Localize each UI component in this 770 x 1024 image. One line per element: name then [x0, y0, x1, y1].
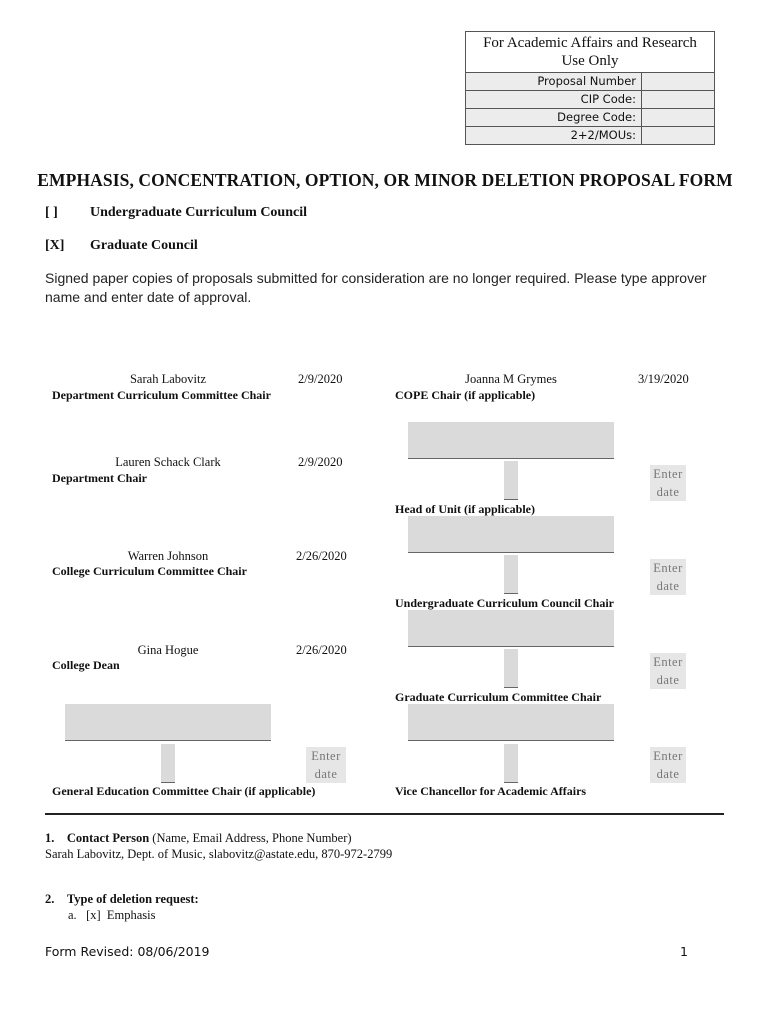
- emphasis-checkbox[interactable]: [x]: [86, 908, 101, 922]
- role-label: Undergraduate Curriculum Council Chair: [395, 596, 614, 610]
- section-divider: [45, 813, 724, 815]
- section-type-heading: [45, 892, 199, 907]
- council-label: Undergraduate Curriculum Council: [90, 205, 307, 220]
- office-use-header: For Academic Affairs and Research Use Only: [466, 32, 714, 73]
- signer-name[interactable]: Sarah Labovitz: [129, 372, 206, 386]
- enter-date-line2: date: [314, 767, 338, 781]
- deletion-type-option[interactable]: [68, 908, 156, 923]
- role-label: Vice Chancellor for Academic Affairs: [395, 784, 587, 798]
- office-row-label: 2+2/MOUs:: [466, 127, 642, 144]
- office-row-degree-code: [466, 109, 714, 127]
- role-label: Department Curriculum Committee Chair: [52, 388, 271, 402]
- checkbox-undergraduate[interactable]: [ ]: [45, 205, 58, 220]
- proposal-number-field[interactable]: [642, 73, 714, 90]
- role-label: General Education Committee Chair (if applicable): [52, 784, 316, 798]
- office-row-proposal-number: [466, 73, 714, 91]
- date-stub[interactable]: [504, 744, 518, 783]
- cip-code-field[interactable]: [642, 91, 714, 108]
- date-stub[interactable]: [161, 744, 175, 783]
- enter-date-line1: Enter: [653, 655, 683, 669]
- role-label: COPE Chair (if applicable): [395, 388, 536, 402]
- enter-date-button[interactable]: [650, 747, 686, 783]
- page-number: 1: [680, 944, 688, 959]
- checkbox-graduate[interactable]: [X]: [45, 238, 65, 253]
- enter-date-button[interactable]: [650, 653, 686, 689]
- section-contact-heading: [45, 831, 352, 846]
- signature-field[interactable]: [408, 610, 614, 647]
- option-letter: a.: [68, 908, 77, 922]
- office-row-cip-code: [466, 91, 714, 109]
- signature-field[interactable]: [408, 516, 614, 553]
- office-row-label: CIP Code:: [466, 91, 642, 108]
- section-number: 2.: [45, 892, 55, 906]
- date-stub[interactable]: [504, 461, 518, 500]
- enter-date-line1: Enter: [653, 561, 683, 575]
- enter-date-line2: date: [656, 673, 680, 687]
- mous-field[interactable]: [642, 127, 714, 144]
- enter-date-line2: date: [656, 579, 680, 593]
- enter-date-line1: Enter: [653, 749, 683, 763]
- degree-code-field[interactable]: [642, 109, 714, 126]
- role-label: Graduate Curriculum Committee Chair: [395, 690, 602, 704]
- signer-name[interactable]: Joanna M Grymes: [465, 372, 557, 386]
- role-label: College Curriculum Committee Chair: [52, 564, 247, 578]
- signer-date[interactable]: 2/9/2020: [298, 372, 343, 386]
- enter-date-button[interactable]: [306, 747, 346, 783]
- enter-date-button[interactable]: [650, 465, 686, 501]
- enter-date-button[interactable]: [650, 559, 686, 595]
- office-row-label: Degree Code:: [466, 109, 642, 126]
- signer-date[interactable]: 2/26/2020: [296, 643, 347, 657]
- signer-name[interactable]: Warren Johnson: [127, 549, 209, 563]
- enter-date-line1: Enter: [311, 749, 341, 763]
- signer-date[interactable]: 2/26/2020: [296, 549, 347, 563]
- signer-name[interactable]: Lauren Schack Clark: [115, 455, 221, 469]
- council-option-undergraduate[interactable]: [45, 205, 307, 221]
- signer-name[interactable]: Gina Hogue: [137, 643, 199, 657]
- form-revised-label: Form Revised: 08/06/2019: [45, 944, 210, 959]
- contact-person-value[interactable]: Sarah Labovitz, Dept. of Music, slabovitz@astate.edu, 870-972-2799: [45, 847, 393, 861]
- signature-field[interactable]: [408, 422, 614, 459]
- council-option-graduate[interactable]: [45, 238, 198, 254]
- signer-date[interactable]: 3/19/2020: [638, 372, 689, 386]
- signature-field[interactable]: [408, 704, 614, 741]
- office-use-table: [465, 31, 715, 145]
- option-label: Emphasis: [106, 908, 156, 922]
- form-title: EMPHASIS, CONCENTRATION, OPTION, OR MINOR DELETION PROPOSAL FORM: [37, 170, 733, 190]
- office-row-label: Proposal Number: [466, 73, 642, 90]
- date-stub[interactable]: [504, 649, 518, 688]
- enter-date-line1: Enter: [653, 467, 683, 481]
- role-label: College Dean: [52, 658, 120, 672]
- section-number: 1.: [45, 831, 55, 845]
- section-heading: Contact Person: [66, 831, 150, 845]
- section-heading: Type of deletion request:: [66, 892, 199, 906]
- council-label: Graduate Council: [90, 238, 198, 253]
- intro-text: Signed paper copies of proposals submitted for consideration are no longer required. Please type approver name and enter date of approval.: [45, 270, 707, 305]
- signer-date[interactable]: 2/9/2020: [298, 455, 343, 469]
- section-hint: (Name, Email Address, Phone Number): [152, 831, 352, 845]
- date-stub[interactable]: [504, 555, 518, 594]
- role-label: Head of Unit (if applicable): [395, 502, 535, 516]
- enter-date-line2: date: [656, 485, 680, 499]
- signature-field[interactable]: [65, 704, 271, 741]
- office-row-mous: [466, 127, 714, 144]
- role-label: Department Chair: [52, 471, 147, 485]
- enter-date-line2: date: [656, 767, 680, 781]
